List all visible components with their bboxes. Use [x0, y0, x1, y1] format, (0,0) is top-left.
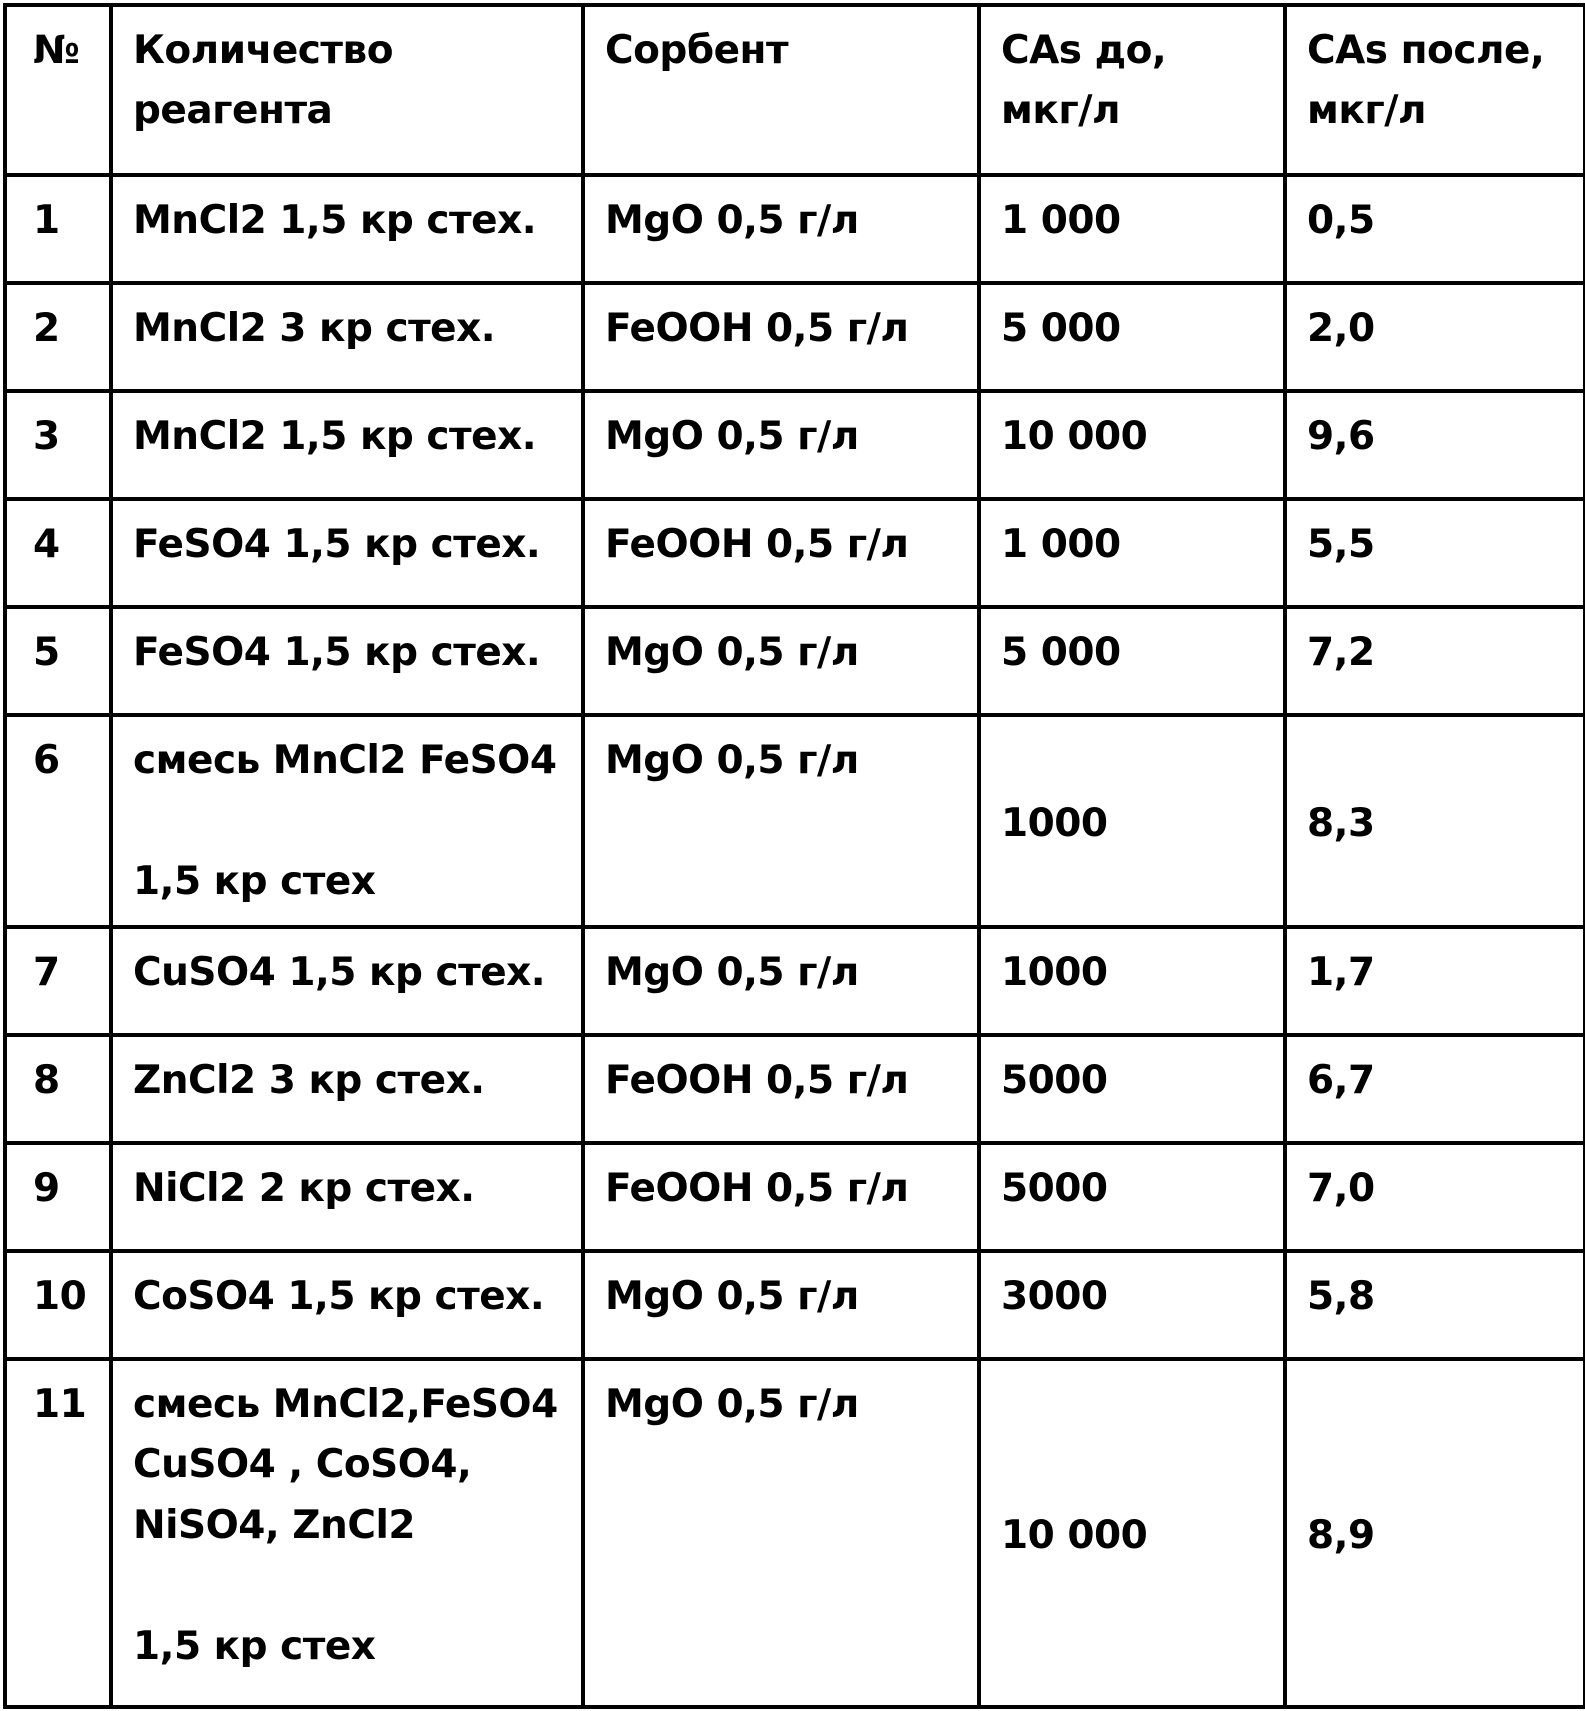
- cell-cas-before: 10 000: [979, 1359, 1285, 1707]
- cell-sorbent: FeOOH 0,5 г/л: [583, 1035, 979, 1143]
- cell-number: 5: [5, 607, 111, 715]
- cell-reagent: FeSO4 1,5 кр стех.: [111, 607, 583, 715]
- cell-sorbent: MgO 0,5 г/л: [583, 607, 979, 715]
- header-cell-reagent-amount: Количество реагента: [111, 5, 583, 175]
- cell-number: 10: [5, 1251, 111, 1359]
- table-row: [5, 1359, 1585, 1707]
- header-cell-cas-before: CAs до, мкг/л: [979, 5, 1285, 175]
- header-row: [5, 5, 1585, 175]
- cell-sorbent: MgO 0,5 г/л: [583, 715, 979, 927]
- table-row: [5, 927, 1585, 1035]
- cell-cas-after: 8,9: [1285, 1359, 1585, 1707]
- cell-cas-before: 1000: [979, 927, 1285, 1035]
- cell-cas-before: 1 000: [979, 175, 1285, 283]
- cell-cas-before: 10 000: [979, 391, 1285, 499]
- header-cell-cas-after: CAs после, мкг/л: [1285, 5, 1585, 175]
- cell-number: 6: [5, 715, 111, 927]
- cell-cas-after: 9,6: [1285, 391, 1585, 499]
- cell-number: 9: [5, 1143, 111, 1251]
- cell-reagent: MnCl2 1,5 кр стех.: [111, 175, 583, 283]
- cell-reagent: MnCl2 3 кр стех.: [111, 283, 583, 391]
- cell-sorbent: MgO 0,5 г/л: [583, 1359, 979, 1707]
- header-cell-sorbent: Сорбент: [583, 5, 979, 175]
- header-cell-number: №: [5, 5, 111, 175]
- table-row: [5, 499, 1585, 607]
- cell-cas-after: 5,8: [1285, 1251, 1585, 1359]
- cell-cas-after: 7,2: [1285, 607, 1585, 715]
- cell-number: 8: [5, 1035, 111, 1143]
- cell-cas-after: 2,0: [1285, 283, 1585, 391]
- cell-sorbent: FeOOH 0,5 г/л: [583, 283, 979, 391]
- cell-sorbent: MgO 0,5 г/л: [583, 175, 979, 283]
- cell-reagent: смесь MnCl2,FeSO4 CuSO4 , CoSO4, NiSO4, ZnCl2 1,5 кр стех: [111, 1359, 583, 1707]
- cell-reagent: NiCl2 2 кр стех.: [111, 1143, 583, 1251]
- cell-reagent: смесь MnCl2 FeSO4 1,5 кр стех: [111, 715, 583, 927]
- table-row: [5, 1035, 1585, 1143]
- cell-reagent: MnCl2 1,5 кр стех.: [111, 391, 583, 499]
- table-row: [5, 715, 1585, 927]
- cell-cas-before: 5000: [979, 1035, 1285, 1143]
- cell-cas-after: 5,5: [1285, 499, 1585, 607]
- table-row: [5, 1251, 1585, 1359]
- cell-sorbent: FeOOH 0,5 г/л: [583, 1143, 979, 1251]
- cell-sorbent: MgO 0,5 г/л: [583, 391, 979, 499]
- cell-number: 4: [5, 499, 111, 607]
- cell-number: 11: [5, 1359, 111, 1707]
- table-row: [5, 175, 1585, 283]
- cell-number: 7: [5, 927, 111, 1035]
- table-row: [5, 283, 1585, 391]
- cell-cas-after: 0,5: [1285, 175, 1585, 283]
- cell-cas-before: 3000: [979, 1251, 1285, 1359]
- cell-reagent: CuSO4 1,5 кр стех.: [111, 927, 583, 1035]
- cell-sorbent: MgO 0,5 г/л: [583, 927, 979, 1035]
- cell-cas-before: 5 000: [979, 283, 1285, 391]
- cell-reagent: ZnCl2 3 кр стех.: [111, 1035, 583, 1143]
- cell-cas-before: 1 000: [979, 499, 1285, 607]
- cell-number: 2: [5, 283, 111, 391]
- cell-cas-after: 6,7: [1285, 1035, 1585, 1143]
- cell-cas-before: 5000: [979, 1143, 1285, 1251]
- cell-cas-after: 1,7: [1285, 927, 1585, 1035]
- cell-cas-after: 8,3: [1285, 715, 1585, 927]
- cell-cas-before: 1000: [979, 715, 1285, 927]
- cell-reagent: FeSO4 1,5 кр стех.: [111, 499, 583, 607]
- cell-number: 1: [5, 175, 111, 283]
- cell-sorbent: FeOOH 0,5 г/л: [583, 499, 979, 607]
- table-row: [5, 607, 1585, 715]
- cell-number: 3: [5, 391, 111, 499]
- table-row: [5, 391, 1585, 499]
- cell-cas-after: 7,0: [1285, 1143, 1585, 1251]
- cell-sorbent: MgO 0,5 г/л: [583, 1251, 979, 1359]
- cell-reagent: CoSO4 1,5 кр стех.: [111, 1251, 583, 1359]
- data-table: [3, 3, 1585, 1709]
- cell-cas-before: 5 000: [979, 607, 1285, 715]
- table-row: [5, 1143, 1585, 1251]
